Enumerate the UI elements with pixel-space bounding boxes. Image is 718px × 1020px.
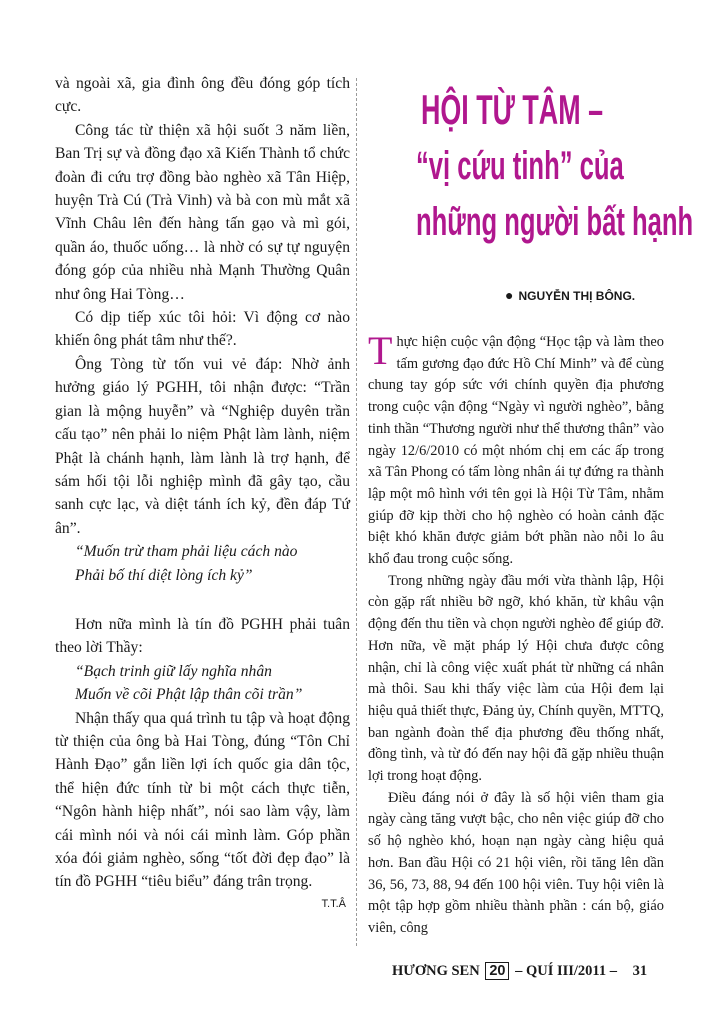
magazine-name: HƯƠNG SEN bbox=[392, 963, 480, 979]
paragraph: Công tác từ thiện xã hội suốt 3 năm liền, Ban Trị sự và đồng đạo xã Kiến Thành tổ chức đoàn đi cứu trợ đồng bào nghèo xã Tân Hiệp, huyện Trà Cú (Trà Vinh) và bà con mù mắt xã Vĩnh Châu lên đến hàng tấn gạo và mì gói, quần áo, thuốc uống… là nhờ có sự tự nguyện đóng góp của nhiều nhà Mạnh Thường Quân như ông Hai Tòng… bbox=[55, 121, 350, 303]
paragraph-text: hực hiện cuộc vận động “Học tập và làm theo tấm gương đạo đức Hồ Chí Minh” và để cùng chung tay góp sức với chính quyền địa phương trong cuộc vận động “Ngày vì người nghèo”, bằng tinh thần “Thương người như thể thương thân” vào ngày 12/6/2010 có một nhóm chị em các ấp trong xã Tân Phong có tấm lòng nhân ái tự đứng ra thành lập một mô hình với tên gọi là Hội Từ Tâm, nhằm giúp đỡ kịp thời cho hộ nghèo có hoàn cảnh đặc biệt khó khăn được giảm bớt phần nào nỗi lo âu khổ đau trong cuộc sống. bbox=[368, 334, 664, 568]
page-footer bbox=[392, 962, 647, 980]
title-line: những người bất hạnh bbox=[416, 200, 694, 244]
paragraph: Hơn nữa mình là tín đồ PGHH phải tuân theo lời Thầy: bbox=[55, 615, 350, 657]
poem-line: “Muốn trừ tham phải liệu cách nào bbox=[75, 543, 298, 561]
spacer bbox=[55, 587, 350, 613]
title-line: “vị cứu tinh” của bbox=[416, 144, 624, 188]
title-line: HỘI TỪ TÂM – bbox=[420, 86, 604, 133]
signature: T.T.Â bbox=[321, 897, 346, 910]
paragraph: và ngoài xã, gia đình ông đều đóng góp tích cực. bbox=[55, 75, 350, 116]
paragraph: Có dịp tiếp xúc tôi hỏi: Vì động cơ nào khiến ông phát tâm như thế?. bbox=[55, 309, 350, 350]
poem-line: “Bạch trinh giữ lấy nghĩa nhân bbox=[75, 662, 272, 680]
poem-line: Phải bố thí diệt lòng ích kỷ” bbox=[75, 566, 253, 584]
page-number: 31 bbox=[632, 963, 648, 979]
author-name: NGUYỄN THỊ BÔNG. bbox=[518, 289, 636, 303]
article-body bbox=[368, 328, 664, 940]
poem-line: Muốn về cõi Phật lập thân cõi trần” bbox=[75, 686, 303, 704]
bullet-icon: ● bbox=[505, 287, 514, 303]
drop-cap: T bbox=[368, 328, 393, 373]
author-byline bbox=[505, 287, 635, 303]
article-title bbox=[362, 82, 694, 250]
paragraph: Trong những ngày đầu mới vừa thành lập, Hội còn gặp rất nhiều bỡ ngỡ, khó khăn, từ khâu vận động đến thu tiền và chọn người nghèo để giúp đỡ. Hơn nữa, về mặt pháp lý Hội chưa được công nhận, chỉ là công việc xuất phát từ những cá nhân mà thôi. Sau khi thấy việc làm của Hội đem lại hiệu quả thiết thực, Đảng ủy, Chính quyền, MTTQ, ban ngành đoàn thể địa phương đều thống nhất, đồng tình, và từ đó đến nay hội đã gặp nhiều thuận lợi trong hoạt động. bbox=[368, 572, 664, 785]
issue-quarter: – QUÍ III/2011 – bbox=[515, 963, 618, 979]
paragraph: Ông Tòng từ tốn vui vẻ đáp: Nhờ ảnh hưởng giáo lý PGHH, tôi nhận được: “Trần gian là mộng huyễn” và “Nghiệp duyên trần cấu tạo” nên phải lo niệm Phật làm lành, niệm Phật là chánh hạnh, làm lành là trợ hạnh, để sám hối tội lỗi nghiệp mình đã gây tạo, cầu sanh cực lạc, và diệt tánh ích kỷ, đền đáp Tứ ân”. bbox=[55, 355, 350, 537]
column-divider bbox=[356, 78, 357, 946]
paragraph: Nhận thấy qua quá trình tu tập và hoạt động từ thiện của ông bà Hai Tòng, đúng “Tôn Chỉ Hành Đạo” gắn liền lợi ích quốc gia dân tộc, thể hiện đức tính từ bi một cách thực tiễn, “Ngôn hành hiệp nhất”, nói sao làm vậy, làm cái mình nói và nói cái mình làm. Góp phần xóa đói giảm nghèo, sống “tốt đời đẹp đạo” là tín đồ PGHH “tiêu biểu” đáng trân trọng. bbox=[55, 709, 350, 891]
paragraph: Điều đáng nói ở đây là số hội viên tham gia ngày càng tăng vượt bậc, cho nên việc giúp đỡ cho số hộ nghèo khó, hoạn nạn ngày càng hiệu quả hơn. Ban đầu Hội có 21 hội viên, rồi tăng lên dần 36, 56, 73, 88, 94 đến 100 hội viên. Tuy hội viên là một tập hợp gồm nhiều thành phần : cán bộ, giáo viên, công bbox=[368, 789, 664, 936]
left-column bbox=[55, 72, 350, 912]
issue-number: 20 bbox=[485, 962, 509, 980]
paragraph bbox=[368, 328, 664, 571]
